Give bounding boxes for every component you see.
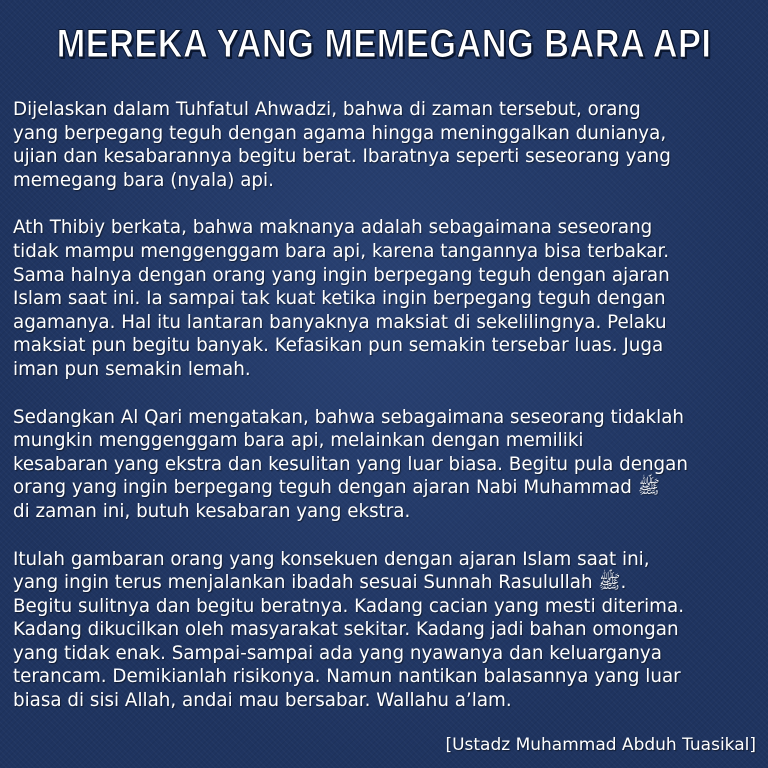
paragraph-line: di zaman ini, butuh kesabaran yang ekstra. <box>13 500 411 522</box>
paragraph-line: agamanya. Hal itu lantaran banyaknya maksiat di sekelilingnya. Pelaku <box>13 311 667 333</box>
paragraph-line: iman pun semakin lemah. <box>13 358 251 380</box>
paragraph-line: mungkin menggenggam bara api, melainkan dengan memiliki <box>13 430 584 452</box>
paragraph-line: Ath Thibiy berkata, bahwa maknanya adalah sebagaimana seseorang <box>13 217 653 239</box>
paragraph-line: Islam saat ini. Ia sampai tak kuat ketika ingin berpegang teguh dengan <box>13 288 666 310</box>
paragraph-4 <box>13 548 759 713</box>
paragraph-2 <box>13 216 759 381</box>
paragraph-line: yang tidak enak. Sampai-sampai ada yang nyawanya dan keluarganya <box>13 642 662 664</box>
paragraph-line: yang berpegang teguh dengan agama hingga meninggalkan dunianya, <box>13 122 667 144</box>
paragraph-line: yang ingin terus menjalankan ibadah sesuai Sunnah Rasulullah ﷺ. <box>13 572 627 594</box>
paragraph-line: kesabaran yang ekstra dan kesulitan yang luar biasa. Begitu pula dengan <box>13 453 688 475</box>
page-title: MEREKA YANG MEMEGANG BARA API <box>56 22 712 66</box>
paragraph-line: ujian dan kesabarannya begitu berat. Ibaratnya seperti seseorang yang <box>13 146 671 168</box>
paragraph-line: biasa di sisi Allah, andai mau bersabar. Wallahu a’lam. <box>13 690 512 712</box>
paragraph-line: orang yang ingin berpegang teguh dengan ajaran Nabi Muhammad ﷺ <box>13 477 660 499</box>
paragraph-line: Sama halnya dengan orang yang ingin berpegang teguh dengan ajaran <box>13 264 670 286</box>
paragraph-line: Kadang dikucilkan oleh masyarakat sekitar. Kadang jadi bahan omongan <box>13 619 679 641</box>
paragraph-line: Dijelaskan dalam Tuhfatul Ahwadzi, bahwa di zaman tersebut, orang <box>13 99 641 120</box>
paragraph-3 <box>13 406 759 524</box>
paragraph-line: terancam. Demikianlah risikonya. Namun nantikan balasannya yang luar <box>13 666 681 688</box>
paragraph-line: Sedangkan Al Qari mengatakan, bahwa sebagaimana seseorang tidaklah <box>13 406 684 428</box>
paragraph-line: tidak mampu menggenggam bara api, karena tangannya bisa terbakar. <box>13 240 670 262</box>
article-body <box>13 98 759 737</box>
paragraph-line: memegang bara (nyala) api. <box>13 169 274 191</box>
paragraph-line: maksiat pun begitu banyak. Kefasikan pun semakin tersebar luas. Juga <box>13 335 664 357</box>
paragraph-1 <box>13 98 759 192</box>
author-credit: [Ustadz Muhammad Abduh Tuasikal] <box>445 735 756 755</box>
paragraph-line: Begitu sulitnya dan begitu beratnya. Kadang cacian yang mesti diterima. <box>13 595 685 617</box>
paragraph-line: Itulah gambaran orang yang konsekuen dengan ajaran Islam saat ini, <box>13 548 650 570</box>
